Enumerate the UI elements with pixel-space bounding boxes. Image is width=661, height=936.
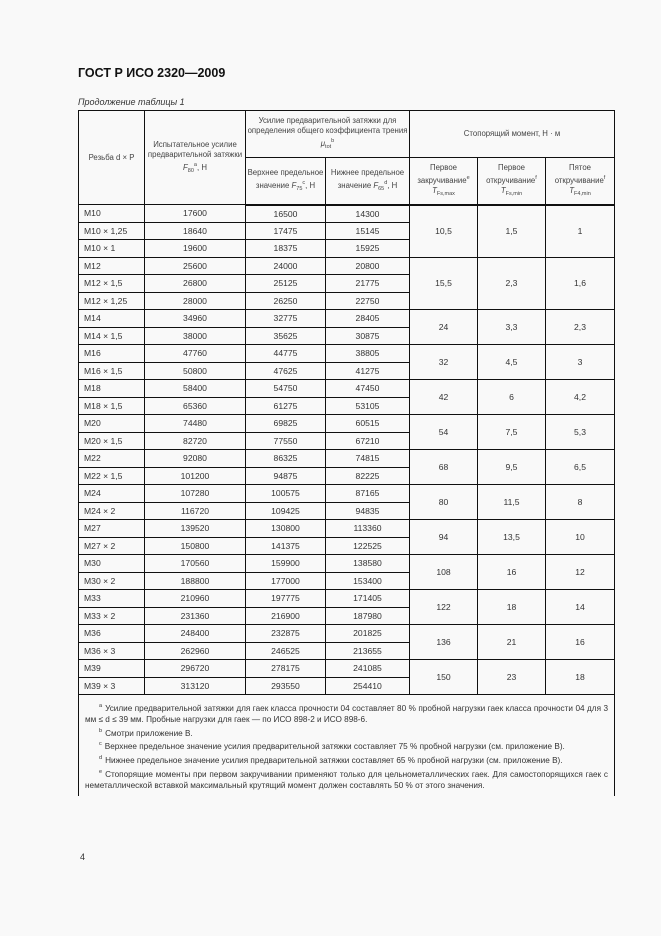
cell-first-on: 10,5 <box>410 205 478 258</box>
footnotes <box>79 695 615 796</box>
cell-upper: 159900 <box>246 555 326 573</box>
cell-thread: M30 <box>79 555 145 573</box>
cell-lower: 213655 <box>326 642 410 660</box>
cell-proof-load: 188800 <box>145 572 246 590</box>
document-title: ГОСТ Р ИСО 2320—2009 <box>78 66 226 80</box>
page-number: 4 <box>80 852 86 862</box>
cell-fifth-off: 10 <box>546 520 615 555</box>
cell-thread: M30 × 2 <box>79 572 145 590</box>
cell-first-off: 13,5 <box>478 520 546 555</box>
cell-first-off: 2,3 <box>478 257 546 310</box>
table-row <box>79 380 615 398</box>
cell-thread: M16 <box>79 345 145 363</box>
cell-upper: 16500 <box>246 205 326 223</box>
cell-lower: 20800 <box>326 257 410 275</box>
cell-thread: M10 × 1 <box>79 240 145 258</box>
cell-fifth-off: 14 <box>546 590 615 625</box>
cell-first-off: 1,5 <box>478 205 546 258</box>
cell-thread: M27 <box>79 520 145 538</box>
cell-proof-load: 150800 <box>145 537 246 555</box>
cell-first-on: 94 <box>410 520 478 555</box>
cell-upper: 25125 <box>246 275 326 293</box>
cell-lower: 21775 <box>326 275 410 293</box>
cell-proof-load: 28000 <box>145 292 246 310</box>
cell-thread: M12 × 1,25 <box>79 292 145 310</box>
cell-fifth-off: 2,3 <box>546 310 615 345</box>
cell-lower: 122525 <box>326 537 410 555</box>
cell-thread: M10 × 1,25 <box>79 222 145 240</box>
footnote <box>85 739 608 753</box>
footnote <box>85 753 608 767</box>
cell-thread: M20 <box>79 415 145 433</box>
cell-proof-load: 170560 <box>145 555 246 573</box>
table-row <box>79 520 615 538</box>
cell-upper: 109425 <box>246 502 326 520</box>
cell-upper: 24000 <box>246 257 326 275</box>
header-first-loosening: Первое откручивание$^f$ $T_{Fs,min}$ <box>478 158 546 205</box>
cell-fifth-off: 4,2 <box>546 380 615 415</box>
cell-thread: M18 <box>79 380 145 398</box>
cell-first-on: 42 <box>410 380 478 415</box>
cell-first-off: 21 <box>478 625 546 660</box>
cell-thread: M18 × 1,5 <box>79 397 145 415</box>
cell-proof-load: 107280 <box>145 485 246 503</box>
cell-thread: M22 <box>79 450 145 468</box>
cell-lower: 38805 <box>326 345 410 363</box>
cell-first-off: 9,5 <box>478 450 546 485</box>
cell-upper: 77550 <box>246 432 326 450</box>
footnote-text: Стопорящие моменты при первом закручивании применяют только для цельнометаллических гаек. Для самостопорящихся гаек с неметаллической вставкой максимальный крутящий момент должен составлять 50 % от этого значения. <box>85 769 609 790</box>
table-caption: Продолжение таблицы 1 <box>78 97 185 107</box>
cell-lower: 187980 <box>326 607 410 625</box>
cell-upper: 216900 <box>246 607 326 625</box>
cell-proof-load: 34960 <box>145 310 246 328</box>
cell-upper: 141375 <box>246 537 326 555</box>
cell-first-off: 3,3 <box>478 310 546 345</box>
cell-proof-load: 17600 <box>145 205 246 223</box>
cell-upper: 177000 <box>246 572 326 590</box>
cell-thread: M33 <box>79 590 145 608</box>
cell-upper: 130800 <box>246 520 326 538</box>
cell-lower: 60515 <box>326 415 410 433</box>
cell-first-on: 32 <box>410 345 478 380</box>
cell-thread: M36 × 3 <box>79 642 145 660</box>
cell-first-on: 80 <box>410 485 478 520</box>
cell-lower: 171405 <box>326 590 410 608</box>
footnote-text: Верхнее предельное значение усилия предварительной затяжки составляет 75 % пробной нагрузки (см. приложение В). <box>104 742 565 752</box>
cell-fifth-off: 1 <box>546 205 615 258</box>
header-thread: Резьба d × P <box>79 111 145 205</box>
cell-proof-load: 262960 <box>145 642 246 660</box>
cell-fifth-off: 1,6 <box>546 257 615 310</box>
cell-first-off: 16 <box>478 555 546 590</box>
table-row <box>79 310 615 328</box>
cell-lower: 15925 <box>326 240 410 258</box>
cell-lower: 87165 <box>326 485 410 503</box>
table-row <box>79 660 615 678</box>
footnote-mark: e <box>99 768 103 775</box>
cell-thread: M12 × 1,5 <box>79 275 145 293</box>
cell-proof-load: 231360 <box>145 607 246 625</box>
cell-upper: 18375 <box>246 240 326 258</box>
cell-first-on: 136 <box>410 625 478 660</box>
cell-thread: M27 × 2 <box>79 537 145 555</box>
cell-first-on: 108 <box>410 555 478 590</box>
cell-fifth-off: 18 <box>546 660 615 695</box>
cell-fifth-off: 6,5 <box>546 450 615 485</box>
table-row <box>79 257 615 275</box>
cell-first-off: 4,5 <box>478 345 546 380</box>
cell-upper: 61275 <box>246 397 326 415</box>
cell-lower: 254410 <box>326 677 410 695</box>
cell-proof-load: 50800 <box>145 362 246 380</box>
cell-first-off: 6 <box>478 380 546 415</box>
cell-upper: 94875 <box>246 467 326 485</box>
cell-thread: M12 <box>79 257 145 275</box>
footnote <box>85 767 608 792</box>
header-upper: Верхнее предельное значение $F_{75}^c$, Н <box>246 158 326 205</box>
footnote-mark: b <box>99 727 103 734</box>
footnote-mark: d <box>99 755 103 762</box>
cell-proof-load: 65360 <box>145 397 246 415</box>
cell-proof-load: 58400 <box>145 380 246 398</box>
cell-lower: 67210 <box>326 432 410 450</box>
cell-proof-load: 92080 <box>145 450 246 468</box>
cell-fifth-off: 16 <box>546 625 615 660</box>
table-row <box>79 450 615 468</box>
cell-thread: M39 <box>79 660 145 678</box>
cell-first-off: 11,5 <box>478 485 546 520</box>
cell-upper: 32775 <box>246 310 326 328</box>
cell-first-on: 15,5 <box>410 257 478 310</box>
cell-fifth-off: 3 <box>546 345 615 380</box>
cell-proof-load: 313120 <box>145 677 246 695</box>
cell-proof-load: 47760 <box>145 345 246 363</box>
cell-upper: 293550 <box>246 677 326 695</box>
cell-lower: 241085 <box>326 660 410 678</box>
cell-first-off: 23 <box>478 660 546 695</box>
cell-fifth-off: 8 <box>546 485 615 520</box>
cell-proof-load: 139520 <box>145 520 246 538</box>
cell-upper: 197775 <box>246 590 326 608</box>
cell-upper: 69825 <box>246 415 326 433</box>
table-row <box>79 590 615 608</box>
footnote-text: Нижнее предельное значение усилия предварительной затяжки составляет 65 % пробной нагрузки (см. приложение В). <box>105 756 563 766</box>
header-proof-load: Испытательное усилие предварительной затяжки $F_{80}^a$, Н <box>145 111 246 205</box>
header-first-tightening: Первое закручивание$^e$ $T_{Fs,max}$ <box>410 158 478 205</box>
cell-thread: M20 × 1,5 <box>79 432 145 450</box>
cell-thread: M39 × 3 <box>79 677 145 695</box>
cell-lower: 15145 <box>326 222 410 240</box>
cell-lower: 113360 <box>326 520 410 538</box>
cell-lower: 28405 <box>326 310 410 328</box>
cell-first-on: 68 <box>410 450 478 485</box>
cell-fifth-off: 12 <box>546 555 615 590</box>
cell-first-off: 7,5 <box>478 415 546 450</box>
cell-upper: 54750 <box>246 380 326 398</box>
cell-thread: M24 <box>79 485 145 503</box>
data-table <box>78 110 615 796</box>
cell-lower: 14300 <box>326 205 410 223</box>
cell-proof-load: 26800 <box>145 275 246 293</box>
cell-first-off: 18 <box>478 590 546 625</box>
cell-proof-load: 248400 <box>145 625 246 643</box>
cell-first-on: 122 <box>410 590 478 625</box>
header-preload-group: Усилие предварительной затяжки для определения общего коэффициента трения $\mu_{tot}^b$ <box>246 111 410 158</box>
cell-upper: 246525 <box>246 642 326 660</box>
cell-proof-load: 25600 <box>145 257 246 275</box>
cell-fifth-off: 5,3 <box>546 415 615 450</box>
cell-upper: 26250 <box>246 292 326 310</box>
header-fifth-loosening: Пятое откручивание$^f$ $T_{F4,min}$ <box>546 158 615 205</box>
cell-proof-load: 210960 <box>145 590 246 608</box>
cell-proof-load: 74480 <box>145 415 246 433</box>
cell-first-on: 54 <box>410 415 478 450</box>
cell-first-on: 24 <box>410 310 478 345</box>
table-row <box>79 555 615 573</box>
cell-thread: M36 <box>79 625 145 643</box>
cell-upper: 17475 <box>246 222 326 240</box>
cell-thread: M14 × 1,5 <box>79 327 145 345</box>
footnote-text: Смотри приложение В. <box>105 728 193 738</box>
cell-thread: M10 <box>79 205 145 223</box>
table-row <box>79 345 615 363</box>
cell-lower: 22750 <box>326 292 410 310</box>
cell-proof-load: 101200 <box>145 467 246 485</box>
cell-first-on: 150 <box>410 660 478 695</box>
cell-lower: 201825 <box>326 625 410 643</box>
header-torque-group: Стопорящий момент, Н · м <box>410 111 615 158</box>
cell-lower: 153400 <box>326 572 410 590</box>
cell-lower: 74815 <box>326 450 410 468</box>
footnote <box>85 701 608 726</box>
table-row <box>79 625 615 643</box>
cell-lower: 53105 <box>326 397 410 415</box>
header-lower: Нижнее предельное значение $F_{65}^d$, Н <box>326 158 410 205</box>
table-row <box>79 205 615 223</box>
footnote-text: Усилие предварительной затяжки для гаек класса прочности 04 составляет 80 % пробной нагрузки гаек класса прочности 04 для 3 мм ≤ d ≤ 39 мм. Пробные нагрузки для гаек — по ИСО 898-2 и ИСО 898-6. <box>85 704 609 724</box>
cell-upper: 278175 <box>246 660 326 678</box>
cell-proof-load: 82720 <box>145 432 246 450</box>
footnote-mark: a <box>99 703 103 709</box>
footnote <box>85 726 608 740</box>
cell-proof-load: 116720 <box>145 502 246 520</box>
cell-upper: 44775 <box>246 345 326 363</box>
cell-lower: 94835 <box>326 502 410 520</box>
table-row <box>79 415 615 433</box>
cell-lower: 30875 <box>326 327 410 345</box>
cell-thread: M16 × 1,5 <box>79 362 145 380</box>
cell-lower: 82225 <box>326 467 410 485</box>
cell-thread: M33 × 2 <box>79 607 145 625</box>
cell-upper: 100575 <box>246 485 326 503</box>
cell-upper: 86325 <box>246 450 326 468</box>
cell-thread: M24 × 2 <box>79 502 145 520</box>
cell-thread: M14 <box>79 310 145 328</box>
cell-upper: 47625 <box>246 362 326 380</box>
cell-proof-load: 296720 <box>145 660 246 678</box>
cell-lower: 41275 <box>326 362 410 380</box>
cell-proof-load: 19600 <box>145 240 246 258</box>
cell-upper: 35625 <box>246 327 326 345</box>
cell-thread: M22 × 1,5 <box>79 467 145 485</box>
cell-lower: 138580 <box>326 555 410 573</box>
cell-proof-load: 38000 <box>145 327 246 345</box>
table-row <box>79 485 615 503</box>
cell-proof-load: 18640 <box>145 222 246 240</box>
cell-lower: 47450 <box>326 380 410 398</box>
cell-upper: 232875 <box>246 625 326 643</box>
footnote-mark: c <box>99 741 102 748</box>
